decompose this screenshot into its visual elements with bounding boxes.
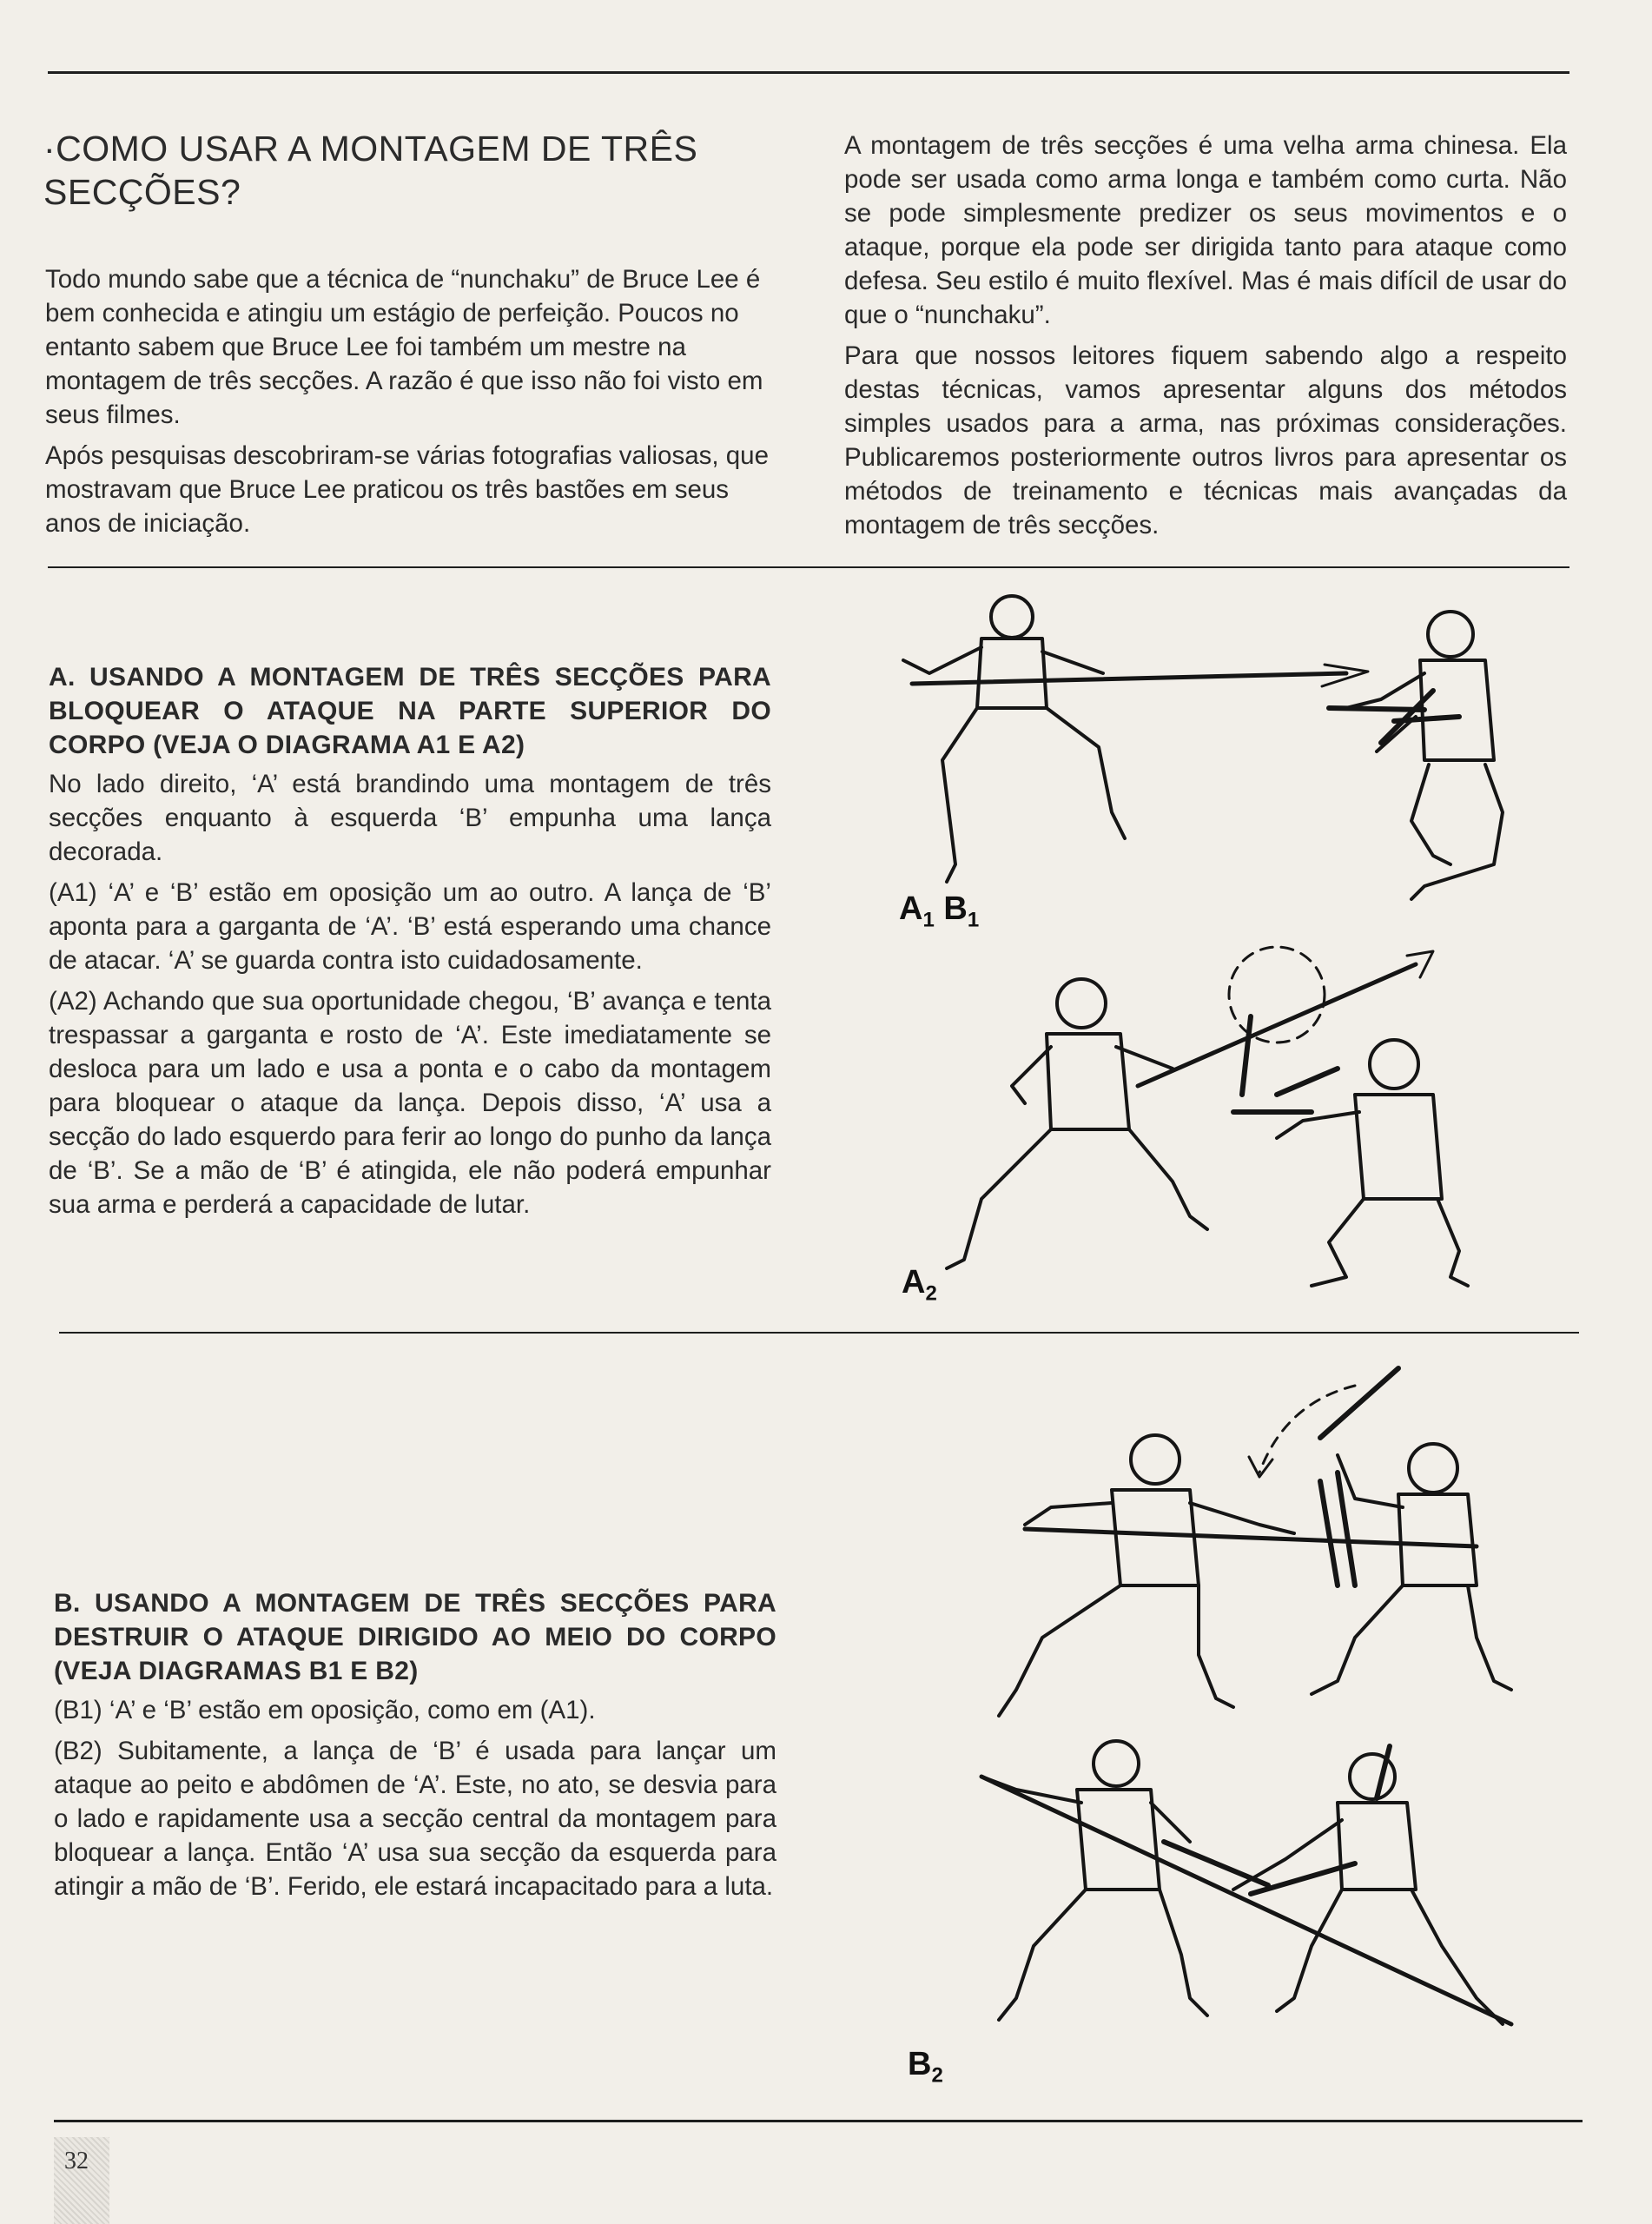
caption-a2-letter: A xyxy=(902,1264,926,1301)
bottom-rule xyxy=(54,2120,1583,2122)
figure-a1-illustration xyxy=(895,578,1572,908)
caption-b1-letter: B xyxy=(943,890,968,927)
intro-paragraph-2: Após pesquisas descobriram-se várias fotografias valiosas, que mostravam que Bruce Lee praticou os três bastões em seus anos de iniciação. xyxy=(45,441,769,538)
intro-paragraph-3: A montagem de três secções é uma velha arma chinesa. Ela pode ser usada como arma longa e também como curta. Não se pode simplesmente predizer os seus movimentos e o ataque, porque ela pode ser dirigida tanto para ataque como defesa. Seu estilo é muito flexível. Mas é mais difícil de usar do que o “nunchaku”. xyxy=(844,131,1567,329)
section-b xyxy=(54,1586,776,1910)
caption-b2-sub: 2 xyxy=(931,2063,943,2088)
caption-a1-sub: 1 xyxy=(922,908,935,932)
intro-paragraph-4: Para que nossos leitores fiquem sabendo algo a respeito destas técnicas, vamos apresentar alguns dos métodos simples usados para a arma, nas próximas considerações. Publicaremos posteriormente outros livros para apresentar os métodos de treinamento e técnicas mais avançadas da montagem de três secções. xyxy=(844,341,1567,539)
section-a-paragraph-1: No lado direito, ‘A’ está brandindo uma montagem de três secções enquanto à esquerda ‘B’ empunha uma lança decorada. xyxy=(49,770,771,866)
page-title: ·COMO USAR A MONTAGEM DE TRÊS SECÇÕES? xyxy=(43,129,698,212)
figure-b2-illustration xyxy=(903,1738,1563,2102)
caption-a2 xyxy=(902,1264,937,1307)
caption-b2 xyxy=(908,2046,943,2088)
caption-a2-sub: 2 xyxy=(925,1281,937,1306)
section-b-paragraph-1: (B1) ‘A’ e ‘B’ estão em oposição, como em (A1). xyxy=(54,1696,596,1724)
figure-a2-illustration xyxy=(895,938,1572,1303)
divider-sections xyxy=(59,1332,1579,1334)
caption-b2-letter: B xyxy=(908,2046,932,2082)
figure-b1-illustration xyxy=(903,1351,1563,1742)
section-b-paragraph-2: (B2) Subitamente, a lança de ‘B’ é usada para lançar um ataque ao peito e abdômen de ‘A’. Este, no ato, se desvia para o lado e rapidamente usa a secção central da montagem para bloquear a lança. Então ‘A’ usa sua secção da esquerda para atingir a mão de ‘B’. Ferido, ele estará incapacitado para a luta. xyxy=(54,1737,776,1901)
intro-paragraph-1: Todo mundo sabe que a técnica de “nunchaku” de Bruce Lee é bem conhecida e atingiu um estágio de perfeição. Poucos no entanto sabem que Bruce Lee foi também um mestre na montagem de três secções. A razão é que isso não foi visto em seus filmes. xyxy=(45,265,763,429)
top-rule xyxy=(48,71,1569,74)
section-a-heading: A. USANDO A MONTAGEM DE TRÊS SECÇÕES PARA BLOQUEAR O ATAQUE NA PARTE SUPERIOR DO CORPO (VEJA O DIAGRAMA A1 E A2) xyxy=(49,663,771,759)
caption-a1-b1 xyxy=(899,890,979,933)
page-number: 32 xyxy=(64,2148,89,2174)
intro-right-column xyxy=(844,129,1567,549)
page-number-box xyxy=(54,2137,109,2224)
section-a-paragraph-3: (A2) Achando que sua oportunidade chegou, ‘B’ avança e tenta trespassar a garganta e rosto de ‘A’. Este imediatamente se desloca para um lado e usa a ponta e o cabo da montagem para bloquear o ataque da lança. Depois disso, ‘A’ usa a secção do lado esquerdo para ferir ao longo do punho da lança de ‘B’. Se a mão de ‘B’ é atingida, ele não poderá empunhar sua arma e perderá a capacidade de lutar. xyxy=(49,987,771,1219)
section-a xyxy=(49,660,771,1228)
intro-left-column xyxy=(45,262,770,547)
section-b-heading: B. USANDO A MONTAGEM DE TRÊS SECÇÕES PARA DESTRUIR O ATAQUE DIRIGIDO AO MEIO DO CORPO (VEJA DIAGRAMAS B1 E B2) xyxy=(54,1589,776,1685)
caption-b1-sub: 1 xyxy=(967,908,980,932)
section-a-paragraph-2: (A1) ‘A’ e ‘B’ estão em oposição um ao outro. A lança de ‘B’ aponta para a garganta de ‘A’. ‘B’ está esperando uma chance de atacar. ‘A’ se guarda contra isto cuidadosamente. xyxy=(49,878,771,975)
divider-intro xyxy=(48,566,1569,568)
caption-a1-letter: A xyxy=(899,890,923,927)
